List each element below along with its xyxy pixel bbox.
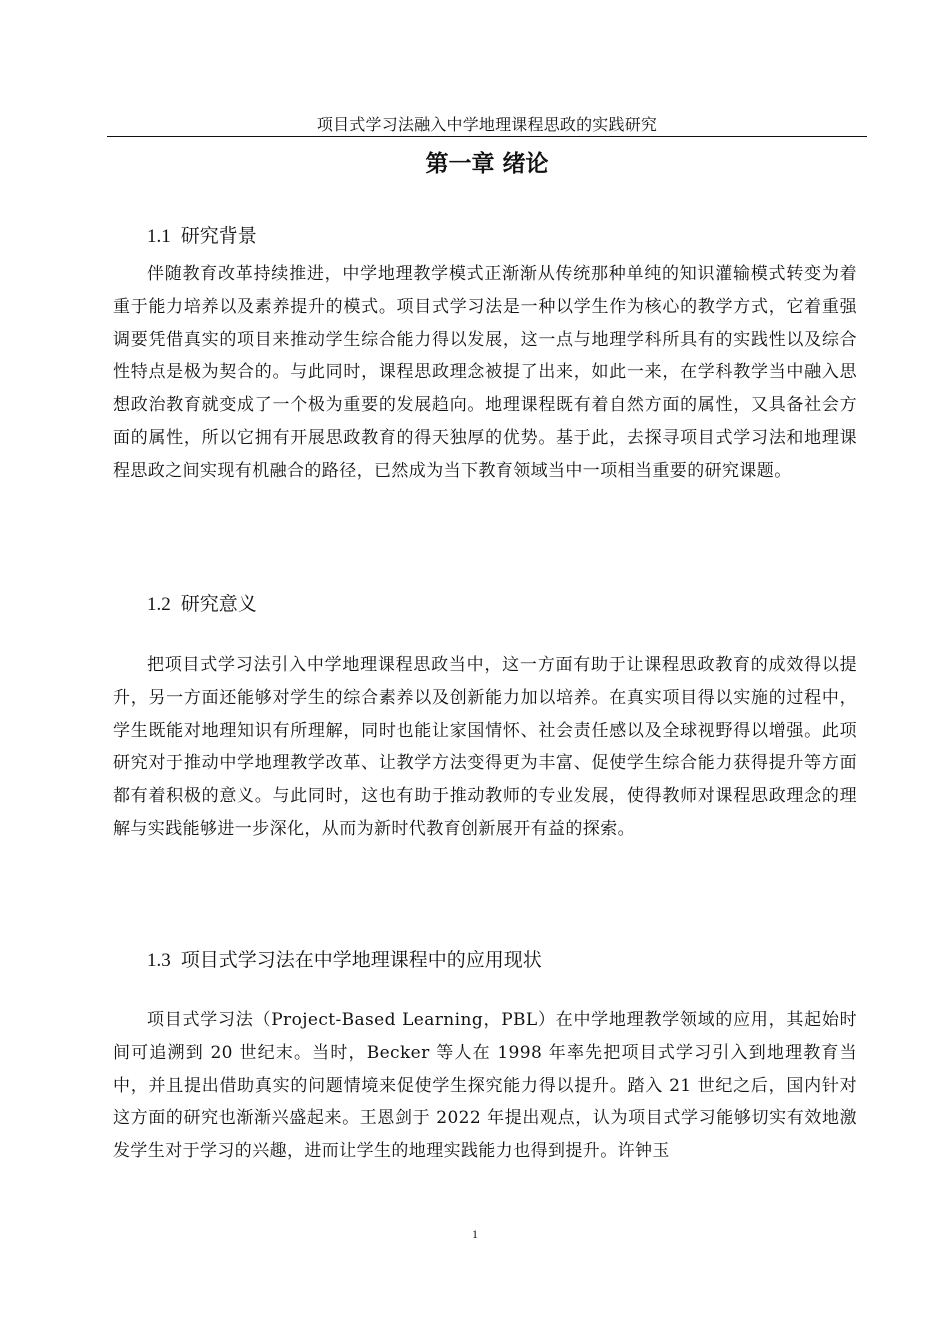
paragraph-application-status: 项目式学习法（Project-Based Learning，PBL）在中学地理教学领域的应用，其起始时间可追溯到 20 世纪末。当时，Becker 等人在 1998 年率先把项目式学习引入到地理教育当中，并且提出借助真实的问题情境来促使学生探究能力得以提升。踏入 21 世纪之后，国内针对这方面的研究也渐渐兴盛起来。王恩剑于 2022 年提出观点，认为项目式学习能够切实有效地激发学生对于学习的兴趣，进而让学生的地理实践能力也得到提升。许钟玉	[113, 1010, 857, 1162]
section-heading-1-3	[147, 947, 847, 974]
header-rule	[107, 136, 867, 137]
section-number: 1.2	[147, 594, 171, 615]
section-heading-1-2	[147, 591, 847, 618]
paragraph-research-background: 伴随教育改革持续推进，中学地理教学模式正渐渐从传统那种单纯的知识灌输模式转变为着重于能力培养以及素养提升的模式。项目式学习法是一种以学生作为核心的教学方式，它着重强调要凭借真实的项目来推动学生综合能力得以发展，这一点与地理学科所具有的实践性以及综合性特点是极为契合的。与此同时，课程思政理念被提了出来，如此一来，在学科教学当中融入思想政治教育就变成了一个极为重要的发展趋向。地理课程既有着自然方面的属性，又具备社会方面的属性，所以它拥有开展思政教育的得天独厚的优势。基于此，去探寻项目式学习法和地理课程思政之间实现有机融合的路径，已然成为当下教育领域当中一项相当重要的研究课题。	[113, 264, 857, 481]
running-header: 项目式学习法融入中学地理课程思政的实践研究	[316, 115, 658, 134]
section-number: 1.3	[147, 950, 171, 971]
paragraph-research-significance: 把项目式学习法引入中学地理课程思政当中，这一方面有助于让课程思政教育的成效得以提升，另一方面还能够对学生的综合素养以及创新能力加以培养。在真实项目得以实施的过程中，学生既能对地理知识有所理解，同时也能让家国情怀、社会责任感以及全球视野得以增强。此项研究对于推动中学地理教学改革、让教学方法变得更为丰富、促使学生综合能力获得提升等方面都有着积极的意义。与此同时，这也有助于推动教师的专业发展，使得教师对课程思政理念的理解与实践能够进一步深化，从而为新时代教育创新展开有益的探索。	[113, 655, 857, 839]
section-number: 1.1	[147, 226, 171, 247]
page-number: 1	[472, 1227, 478, 1241]
section-title: 研究背景	[180, 225, 257, 247]
chapter-title: 第一章 绪论	[425, 151, 549, 177]
section-heading-1-1	[147, 223, 847, 250]
section-title: 研究意义	[180, 593, 257, 615]
section-title: 项目式学习法在中学地理课程中的应用现状	[180, 949, 542, 971]
